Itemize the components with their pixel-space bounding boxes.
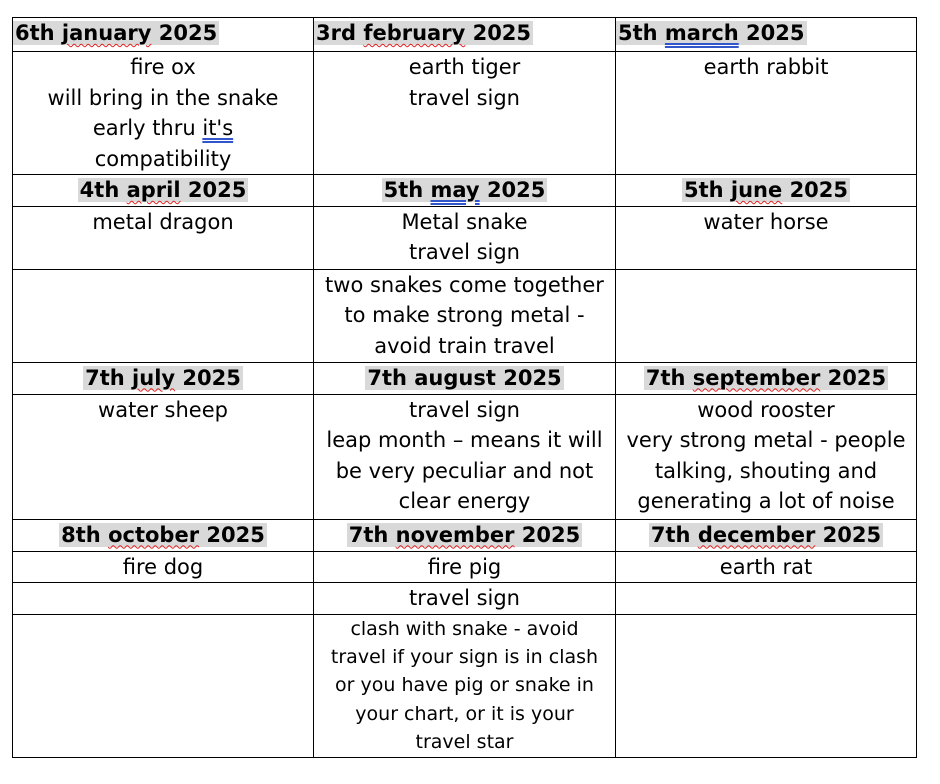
date-header: 7th july 2025 (85, 365, 241, 390)
content-cell (314, 551, 616, 583)
cell-text: or you have pig or snake in (335, 674, 594, 697)
date-header-cell (13, 175, 314, 207)
content-cell (314, 52, 616, 175)
date-header: 5th june 2025 (683, 178, 849, 202)
content-row (13, 269, 917, 362)
cell-text: very strong metal - people (626, 428, 906, 452)
empty-cell (616, 614, 917, 757)
date-header-cell (13, 18, 314, 52)
content-row (13, 206, 917, 269)
content-cell (13, 551, 314, 583)
content-cell (13, 394, 314, 519)
content-row (13, 52, 917, 175)
cell-text: two snakes come together (325, 272, 604, 297)
date-header-cell (314, 362, 616, 394)
cell-text: wood rooster (697, 397, 835, 422)
cell-text: to make strong metal - (344, 303, 585, 327)
cell-text: travel star (415, 731, 514, 754)
header-row (13, 18, 917, 52)
date-header-cell (13, 362, 314, 394)
cell-text: fire dog (122, 554, 204, 579)
header-row (13, 175, 917, 207)
empty-cell (13, 614, 314, 757)
content-row (13, 394, 917, 519)
empty-cell (616, 583, 917, 615)
date-header: 4th april 2025 (79, 178, 247, 202)
header-row (13, 519, 917, 551)
empty-cell (13, 269, 314, 362)
cell-text: travel sign (408, 397, 520, 422)
date-header: 7th december 2025 (650, 522, 882, 547)
cell-text: your chart, or it is your (355, 702, 574, 725)
date-header: 3rd february 2025 (316, 21, 532, 45)
content-cell (13, 52, 314, 175)
date-header: 7th august 2025 (367, 365, 562, 390)
empty-cell (616, 269, 917, 362)
cell-text: will bring in the snake (47, 85, 279, 110)
date-header: 5th may 2025 (383, 178, 546, 202)
date-header: 7th september 2025 (645, 365, 887, 390)
cell-text: clash with snake - avoid (350, 617, 579, 640)
date-header-cell (314, 519, 616, 551)
content-cell (314, 206, 616, 269)
cell-text: travel sign (408, 586, 520, 610)
date-header: 5th march 2025 (618, 21, 805, 45)
cell-text: early thru it's (92, 116, 234, 140)
cell-text: fire ox (130, 55, 196, 79)
cell-text: travel sign (408, 85, 520, 110)
date-header: 8th october 2025 (61, 522, 265, 547)
date-header-cell (314, 18, 616, 52)
cell-text: water horse (703, 209, 829, 234)
cell-text: Metal snake (401, 209, 528, 234)
empty-cell (13, 583, 314, 615)
date-header-cell (616, 519, 917, 551)
cell-text: fire pig (427, 554, 502, 579)
date-header-cell (616, 18, 917, 52)
content-cell (616, 206, 917, 269)
content-cell (314, 583, 616, 615)
cell-text: earth rat (719, 554, 813, 579)
cell-text: compatibility (94, 146, 232, 171)
cell-text: clear energy (398, 489, 531, 513)
date-header-cell (13, 519, 314, 551)
date-header-cell (314, 175, 616, 207)
cell-text: earth rabbit (703, 55, 829, 79)
content-row (13, 583, 917, 615)
content-cell (13, 206, 314, 269)
cell-text: earth tiger (408, 55, 521, 79)
cell-text: avoid train travel (374, 333, 555, 358)
header-row (13, 362, 917, 394)
cell-text: be very peculiar and not (335, 458, 594, 483)
content-cell (616, 551, 917, 583)
cell-text: water sheep (98, 397, 228, 422)
cell-text: travel sign (408, 240, 520, 264)
content-cell (616, 394, 917, 519)
cell-text: metal dragon (92, 209, 234, 234)
date-header-cell (616, 175, 917, 207)
cell-text: generating a lot of noise (637, 489, 895, 513)
content-row (13, 551, 917, 583)
zodiac-calendar-table (12, 17, 917, 758)
content-cell (616, 52, 917, 175)
cell-text: leap month – means it will (326, 428, 603, 452)
date-header: 7th november 2025 (348, 522, 581, 547)
content-cell (314, 394, 616, 519)
content-cell (314, 614, 616, 757)
content-cell (314, 269, 616, 362)
cell-text: talking, shouting and (654, 458, 878, 483)
cell-text: travel if your sign is in clash (330, 645, 599, 668)
date-header: 6th january 2025 (15, 21, 218, 45)
date-header-cell (616, 362, 917, 394)
content-row (13, 614, 917, 757)
